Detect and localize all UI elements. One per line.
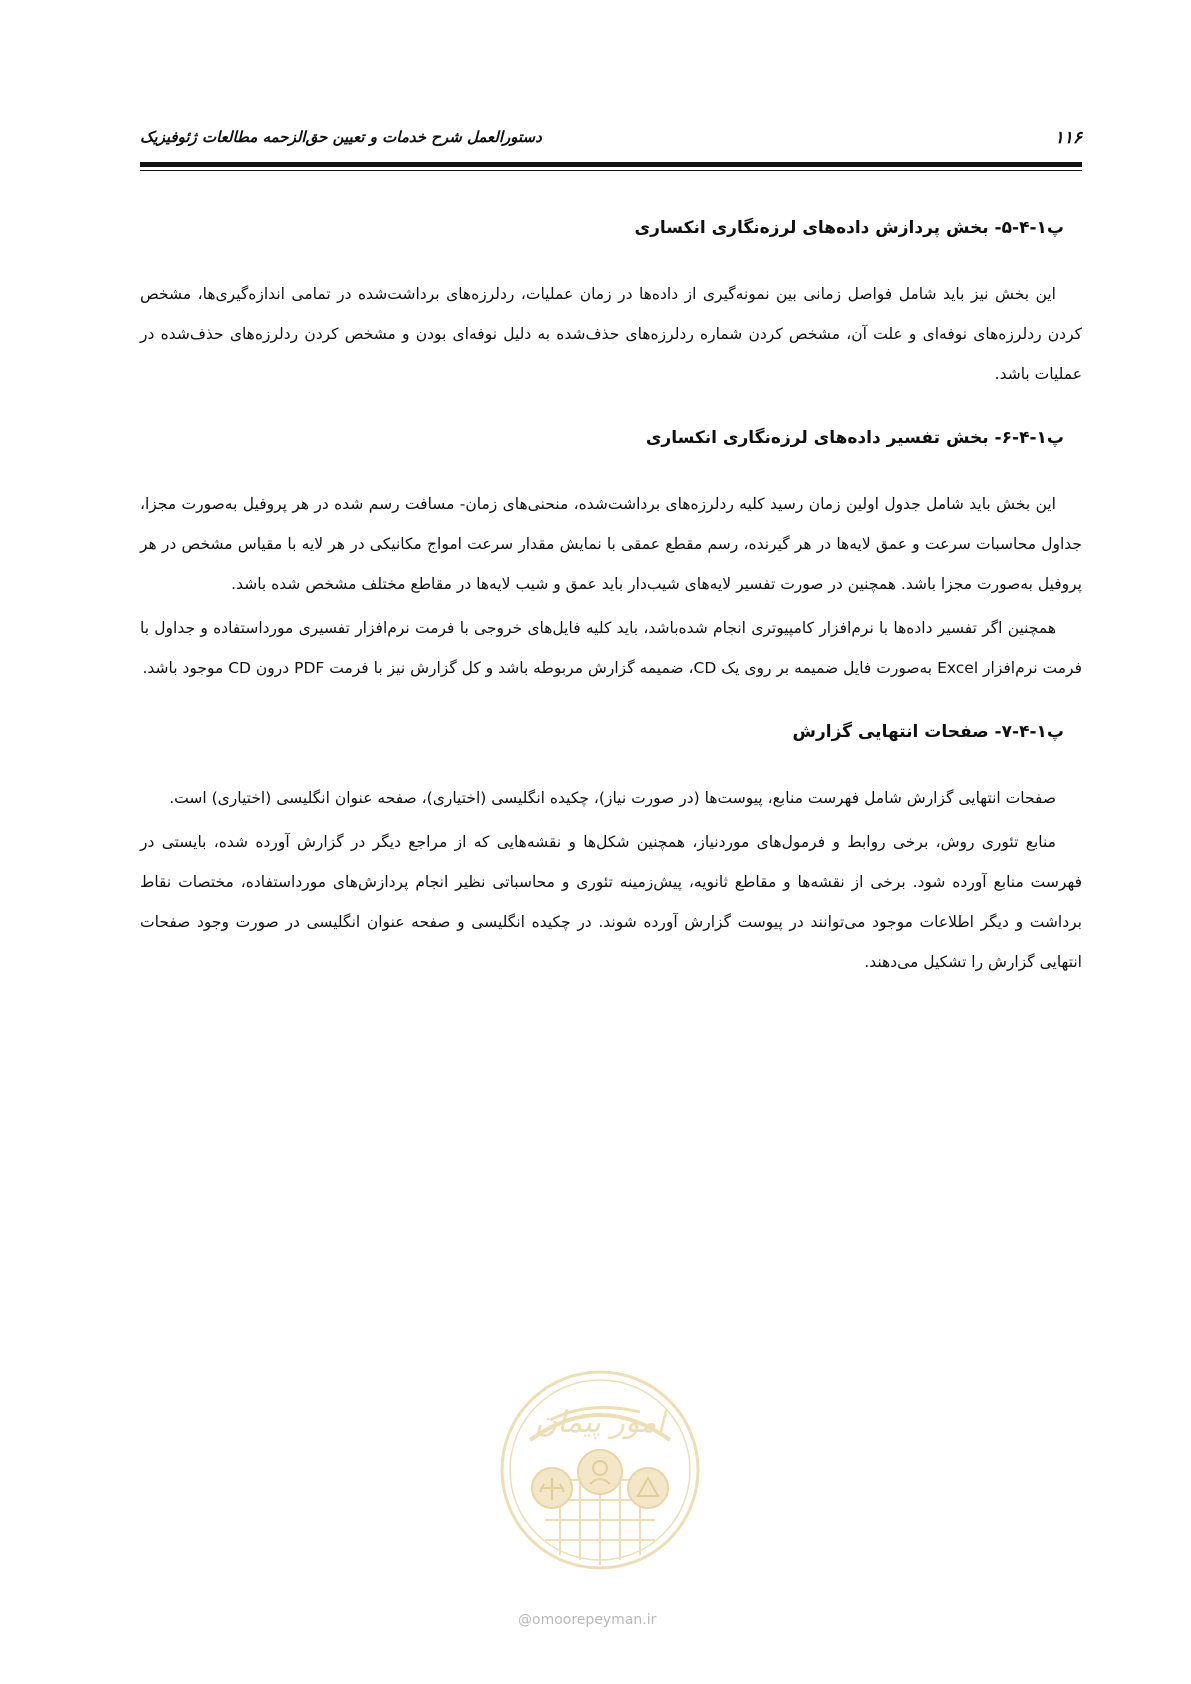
running-header-title: دستورالعمل شرح خدمات و تعیین حق‌الزحمه مطالعات ژئوفیزیک: [140, 128, 542, 146]
paragraph: صفحات انتهایی گزارش شامل فهرست منابع، پیوست‌ها (در صورت نیاز)، چکیده انگلیسی (اختیاری)، صفحه عنوان انگلیسی (اختیاری) است.: [169, 789, 1056, 807]
section-body: [140, 778, 1082, 982]
document-body: [140, 214, 1082, 1012]
section-heading: پ۱-۴-۵- بخش پردازش داده‌های لرزه‌نگاری انکساری: [634, 218, 1064, 238]
section-body: [140, 274, 1082, 394]
watermark-logo-icon: [490, 1360, 710, 1600]
paragraph: این بخش باید شامل جدول اولین زمان رسید کلیه ردلرزه‌های برداشت‌شده، منحنی‌های زمان- مسافت رسم شده در هر پروفیل به‌صورت مجزا، جداول محاسبات سرعت و عمق لایه‌ها در هر گیرنده، رسم مقطع عمقی با نمایش مقدار سرعت امواج مکانیکی در هر لایه با مقیاس مشخص در هر پروفیل به‌صورت مجزا باشد. همچنین در صورت تفسیر لایه‌های شیب‌دار باید عمق و شیب لایه‌ها در مقاطع مختلف مشخص شده باشد.: [140, 495, 1082, 593]
page-number: ۱۱۶: [1054, 128, 1082, 148]
watermark-url: @omoorepeyman.ir: [518, 1612, 657, 1628]
header-rule-thin: [140, 170, 1082, 171]
page-header: [140, 128, 1082, 152]
section-body: [140, 484, 1082, 688]
paragraph: همچنین اگر تفسیر داده‌ها با نرم‌افزار کامپیوتری انجام شده‌باشد، باید کلیه فایل‌های خروجی با فرمت نرم‌افزار تفسیری مورداستفاده و جداول با فرمت نرم‌افزار Excel به‌صورت فایل ضمیمه بر روی یک CD، ضمیمه گزارش مربوطه باشد و کل گزارش نیز با فرمت PDF درون CD موجود باشد.: [140, 619, 1082, 677]
section-heading: پ۱-۴-۷- صفحات انتهایی گزارش: [792, 722, 1064, 742]
paragraph: این بخش نیز باید شامل فواصل زمانی بین نمونه‌گیری از داده‌ها در زمان عملیات، ردلرزه‌های برداشت‌شده در تمامی اندازه‌گیری‌ها، مشخص کردن ردلرزه‌های نوفه‌ای و علت آن، مشخص کردن شماره ردلرزه‌های حذف‌شده به دلیل نوفه‌ای بودن و مشخص کردن ردلرزه‌های حذف‌شده در عملیات باشد.: [140, 285, 1082, 383]
watermark-logo-text: امور پیمان: [535, 1405, 665, 1440]
section-heading: پ۱-۴-۶- بخش تفسیر داده‌های لرزه‌نگاری انکساری: [645, 428, 1064, 448]
header-rule: [140, 162, 1082, 167]
paragraph: منابع تئوری روش، برخی روابط و فرمول‌های موردنیاز، همچنین شکل‌ها و نقشه‌هایی که از مراجع دیگر در گزارش آورده شده، بایستی در فهرست منابع آورده شود. برخی از نقشه‌ها و مقاطع ثانویه، پیش‌زمینه تئوری و محاسباتی نظیر انجام پردازش‌های مورداستفاده، مختصات نقاط برداشت و دیگر اطلاعات موجود می‌توانند در پیوست گزارش آورده شوند. در چکیده انگلیسی و صفحه عنوان انگلیسی در صورت وجود صفحات انتهایی گزارش را تشکیل می‌دهند.: [140, 833, 1082, 971]
